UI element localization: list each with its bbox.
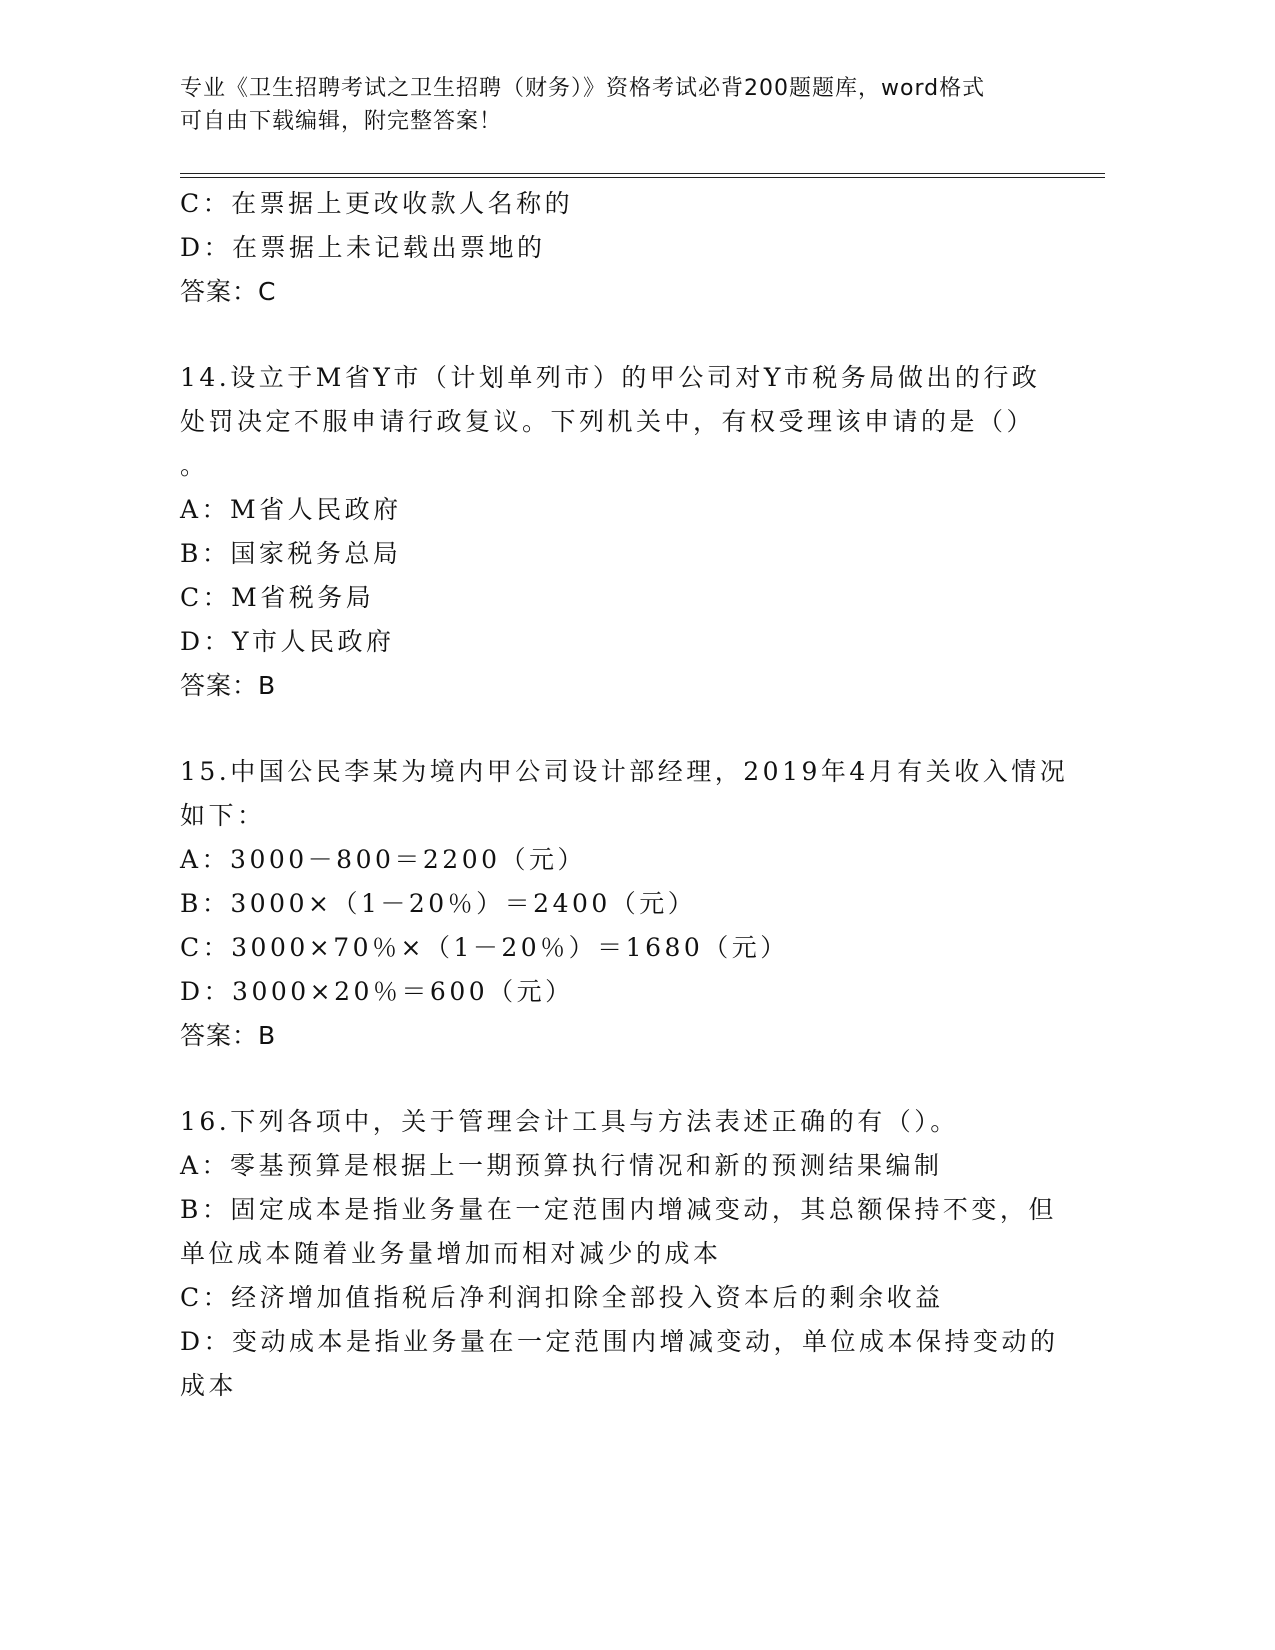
- question-stem: 16.下列各项中，关于管理会计工具与方法表述正确的有（）。: [180, 1107, 959, 1136]
- header-divider: [180, 173, 1105, 178]
- document-header: [180, 72, 1060, 138]
- answer: 答案：B: [180, 1021, 277, 1050]
- header-title-line-1: 专业《卫生招聘考试之卫生招聘（财务）》资格考试必背200题题库，word格式: [180, 76, 986, 101]
- question-stem: 14.设立于M省Y市（计划单列市）的甲公司对Y市税务局做出的行政: [180, 363, 1041, 392]
- spacer: [180, 708, 1060, 750]
- question-stem: 如下：: [180, 801, 266, 830]
- question-stem: 。: [180, 451, 209, 480]
- option-b-continued: 单位成本随着业务量增加而相对减少的成本: [180, 1239, 722, 1268]
- option-d-continued: 成本: [180, 1371, 238, 1400]
- question-15: [180, 750, 1069, 1058]
- option-b: B：3000×（1－20％）＝2400（元）: [180, 889, 697, 918]
- option-c: C：在票据上更改收款人名称的: [180, 189, 574, 218]
- question-16: [180, 1100, 1060, 1408]
- option-a: A：M省人民政府: [180, 495, 402, 524]
- option-d: D：3000×20％＝600（元）: [180, 977, 574, 1006]
- answer: 答案：C: [180, 277, 277, 306]
- question-13-tail: [180, 182, 1060, 314]
- option-c: C：经济增加值指税后净利润扣除全部投入资本后的剩余收益: [180, 1283, 944, 1312]
- option-b: B：国家税务总局: [180, 539, 402, 568]
- question-list: [180, 182, 1069, 1408]
- option-c: C：3000×70％×（1－20％）＝1680（元）: [180, 933, 789, 962]
- option-a: A：零基预算是根据上一期预算执行情况和新的预测结果编制: [180, 1151, 943, 1180]
- option-c: C：M省税务局: [180, 583, 375, 612]
- header-title-line-2: 可自由下载编辑，附完整答案！: [180, 109, 503, 134]
- option-d: D：变动成本是指业务量在一定范围内增减变动，单位成本保持变动的: [180, 1327, 1059, 1356]
- question-14: [180, 356, 1060, 708]
- option-d: D：Y市人民政府: [180, 627, 395, 656]
- option-b: B：固定成本是指业务量在一定范围内增减变动，其总额保持不变，但: [180, 1195, 1057, 1224]
- question-stem: 处罚决定不服申请行政复议。下列机关中，有权受理该申请的是（）: [180, 407, 1036, 436]
- spacer: [180, 1058, 1060, 1100]
- question-stem: 15.中国公民李某为境内甲公司设计部经理，2019年4月有关收入情况: [180, 757, 1069, 786]
- option-d: D：在票据上未记载出票地的: [180, 233, 546, 262]
- option-a: A：3000－800＝2200（元）: [180, 845, 587, 874]
- spacer: [180, 314, 1060, 356]
- answer: 答案：B: [180, 671, 277, 700]
